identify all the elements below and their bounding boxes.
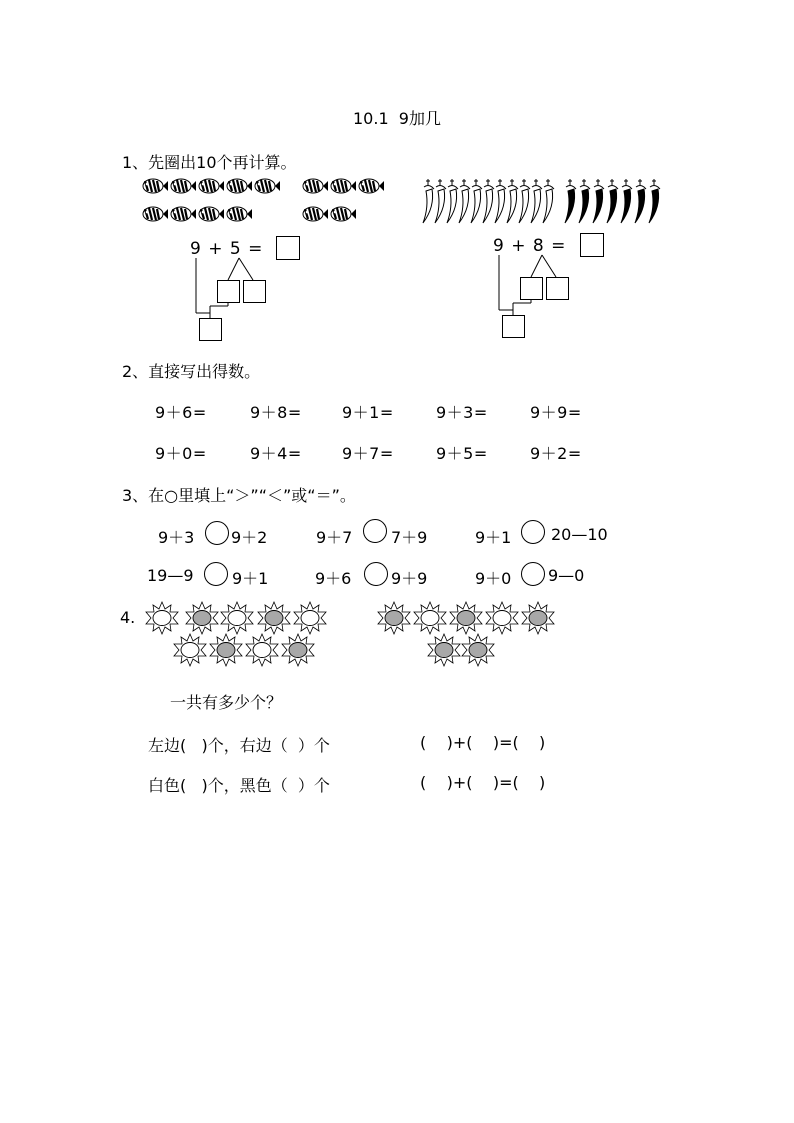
q4-line1-left[interactable]: 左边( )个，右边（ ）个: [148, 736, 330, 755]
q1-left-split-box-2[interactable]: [243, 280, 266, 303]
q2-item: 9＋5=: [436, 444, 488, 463]
q3-right-operand: 9—0: [548, 566, 585, 585]
q2-item: 9＋6=: [155, 403, 207, 422]
q3-heading: 3、在○里填上“＞”“＜”或“＝”。: [122, 486, 356, 505]
q3-right-operand: 7＋9: [391, 528, 428, 547]
q1-left-result-box[interactable]: [199, 318, 222, 341]
q3-compare-circle[interactable]: [521, 562, 545, 586]
q3-left-operand: 9＋7: [316, 528, 353, 547]
q2-item: 9＋8=: [250, 403, 302, 422]
q3-left-operand: 9＋6: [315, 569, 352, 588]
q1-right-split-box-2[interactable]: [546, 277, 569, 300]
q3-left-operand: 9＋0: [475, 569, 512, 588]
q3-left-operand: 9＋3: [158, 528, 195, 547]
q1-right-split-box-1[interactable]: [520, 277, 543, 300]
q1-left-split-box-1[interactable]: [217, 280, 240, 303]
q4-line2-left[interactable]: 白色( )个，黑色（ ）个: [148, 776, 330, 795]
q3-right-operand: 9＋1: [232, 569, 269, 588]
q1-right-answer-box[interactable]: [580, 233, 604, 257]
q4-line1-right[interactable]: ( )+( )=( ): [420, 733, 546, 752]
q3-compare-circle[interactable]: [363, 519, 387, 543]
q2-item: 9＋4=: [250, 444, 302, 463]
q2-heading: 2、直接写出得数。: [122, 362, 261, 381]
q3-right-operand: 20—10: [551, 525, 608, 544]
fish-group-left: [140, 176, 390, 232]
q1-right-expression: 9 + 8 =: [493, 236, 567, 256]
q4-question: 一共有多少个？: [170, 693, 283, 712]
page-title: 10.1 9加几: [353, 109, 441, 128]
q1-heading: 1、先圈出10个再计算。: [122, 153, 297, 172]
q3-compare-circle[interactable]: [204, 562, 228, 586]
q3-left-operand: 19—9: [147, 566, 194, 585]
fish-illustration: [140, 176, 390, 228]
pepper-group: [417, 175, 672, 231]
q4-number: 4.: [120, 608, 136, 627]
q1-left-expression: 9 + 5 =: [190, 239, 264, 259]
q3-compare-circle[interactable]: [521, 520, 545, 544]
q1-right-result-box[interactable]: [502, 315, 525, 338]
sun-illustration: [146, 600, 566, 668]
q2-item: 9＋7=: [342, 444, 394, 463]
q2-item: 9＋9=: [530, 403, 582, 422]
q2-item: 9＋2=: [530, 444, 582, 463]
q3-right-operand: 9＋9: [391, 569, 428, 588]
q3-right-operand: 9＋2: [231, 528, 268, 547]
q3-compare-circle[interactable]: [205, 521, 229, 545]
q3-compare-circle[interactable]: [364, 562, 388, 586]
q2-item: 9＋1=: [342, 403, 394, 422]
q2-item: 9＋3=: [436, 403, 488, 422]
pepper-illustration: [417, 175, 672, 227]
q4-line2-right[interactable]: ( )+( )=( ): [420, 773, 546, 792]
q2-item: 9＋0=: [155, 444, 207, 463]
q3-left-operand: 9＋1: [475, 528, 512, 547]
q1-left-answer-box[interactable]: [276, 236, 300, 260]
